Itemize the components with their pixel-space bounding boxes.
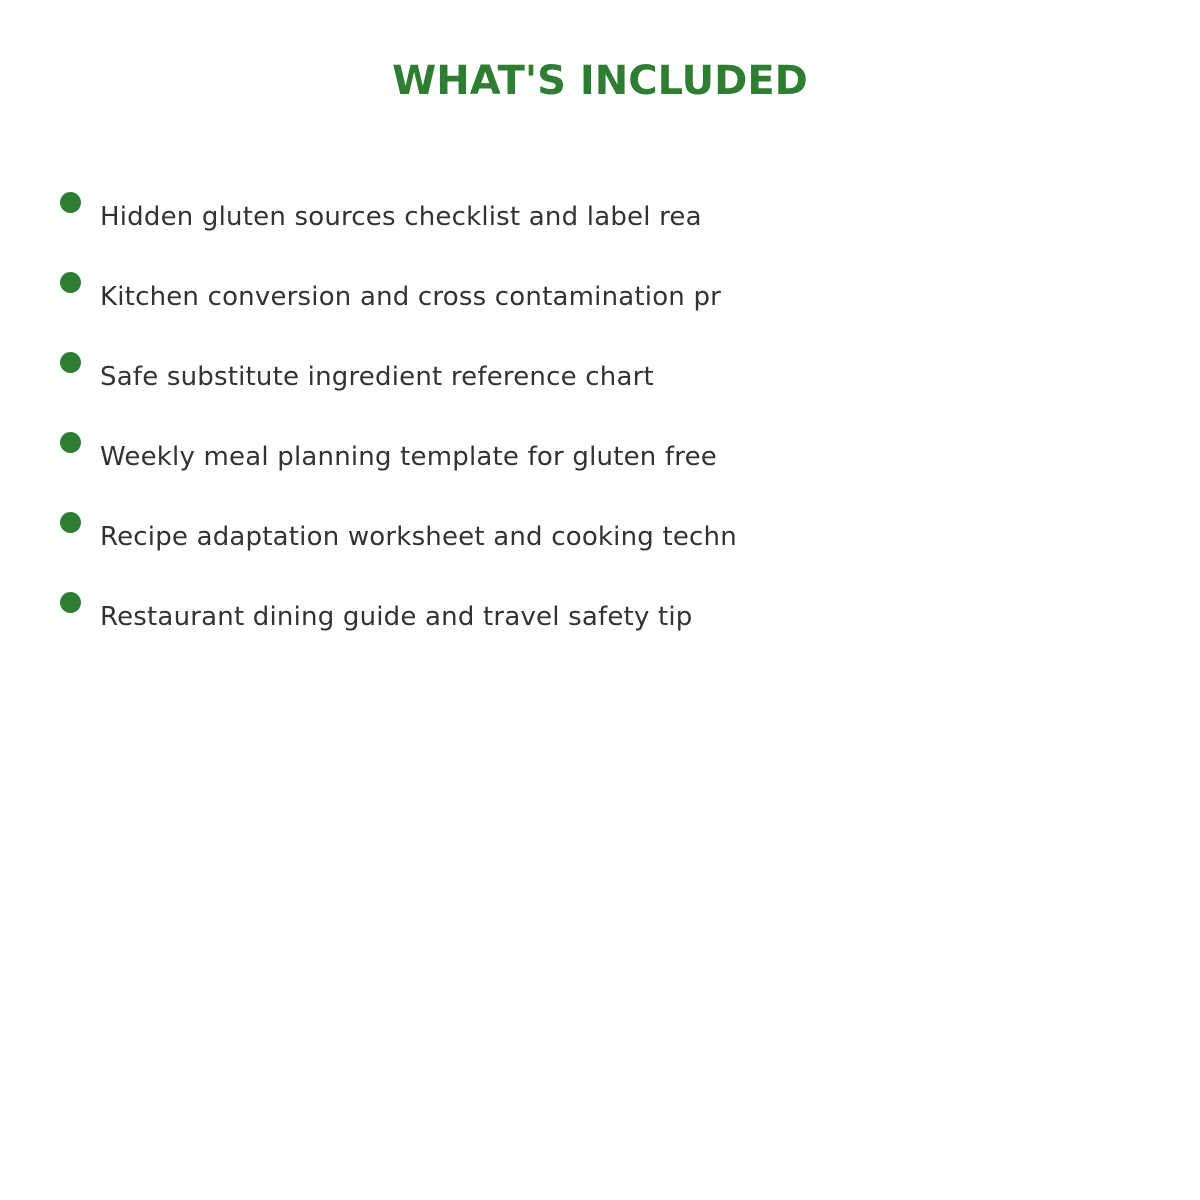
list-item bbox=[60, 352, 1140, 402]
list-item-label: Restaurant dining guide and travel safety tip bbox=[100, 602, 693, 632]
list-item bbox=[60, 512, 1140, 562]
bullet-dot-icon bbox=[60, 352, 81, 373]
bullet-dot-icon bbox=[60, 592, 81, 613]
list-item-label: Weekly meal planning template for gluten free bbox=[100, 442, 717, 472]
list-item bbox=[60, 192, 1140, 242]
list-item bbox=[60, 432, 1140, 482]
list-item-label: Hidden gluten sources checklist and label rea bbox=[100, 202, 702, 232]
bullet-dot-icon bbox=[60, 432, 81, 453]
list-item bbox=[60, 592, 1140, 642]
bullet-dot-icon bbox=[60, 272, 81, 293]
list-item-label: Kitchen conversion and cross contamination pr bbox=[100, 282, 722, 312]
bullet-dot-icon bbox=[60, 512, 81, 533]
list-item bbox=[60, 272, 1140, 322]
list-item-label: Recipe adaptation worksheet and cooking techn bbox=[100, 522, 737, 552]
page-title: WHAT'S INCLUDED bbox=[392, 58, 808, 104]
list-item-label: Safe substitute ingredient reference chart bbox=[100, 362, 654, 392]
bullet-dot-icon bbox=[60, 192, 81, 213]
